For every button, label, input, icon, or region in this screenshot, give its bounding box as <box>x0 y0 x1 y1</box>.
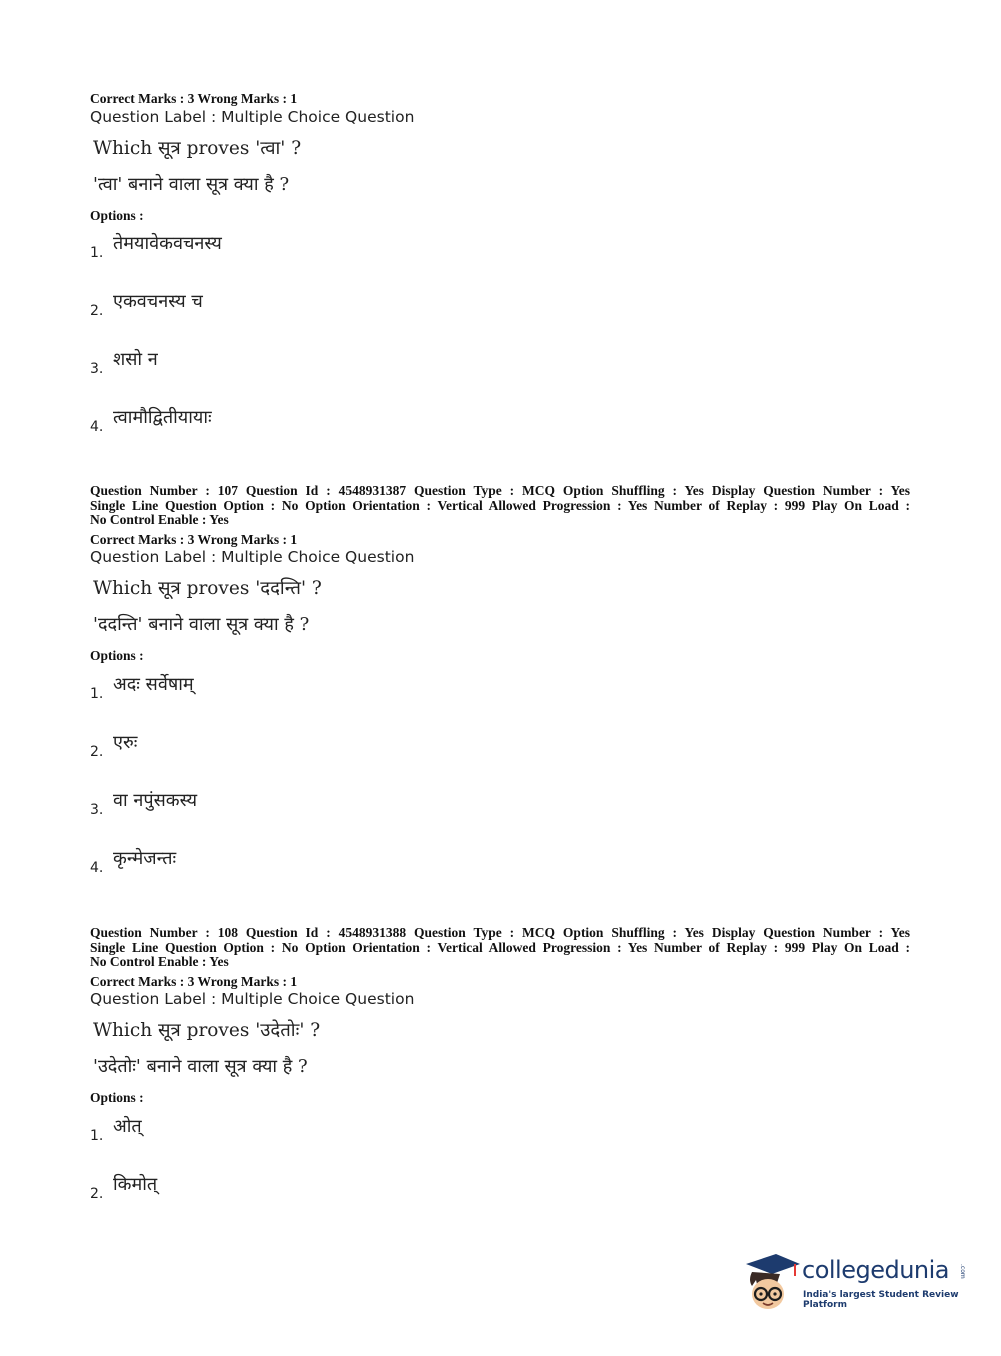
option-number: 2. <box>90 743 104 760</box>
logo-wordmark: collegedunia <box>802 1256 950 1284</box>
option-item[interactable] <box>90 223 414 281</box>
option-number: 1. <box>90 245 104 261</box>
option-number: 1. <box>90 685 104 702</box>
option-text: अदः सर्वेषाम् <box>113 673 194 695</box>
question-text-hindi: 'उदेतोः' बनाने वाला सूत्र क्या है ? <box>93 1056 308 1077</box>
question-meta-line: Single Line Question Option : No Option Orientation : Vertical Allowed Progression : Yes Number of Replay : 999 Play On Load : <box>90 497 910 513</box>
question-meta-line: Question Number : 108 Question Id : 4548931388 Question Type : MCQ Option Shuffling : Yes Display Question Number : Yes <box>90 925 910 940</box>
options-title: Options : <box>90 648 144 663</box>
option-text: शसो न <box>113 349 158 370</box>
mascot-icon <box>742 1250 802 1314</box>
question-block-106 <box>90 92 414 455</box>
option-text: कृन्मेजन्तः <box>113 847 177 869</box>
option-item[interactable] <box>90 722 910 780</box>
options-title: Options : <box>90 207 144 223</box>
option-number: 4. <box>90 859 104 876</box>
question-text-english: Which सूत्र proves 'त्वा' ? <box>93 137 302 159</box>
question-label: Question Label : Multiple Choice Question <box>90 107 415 126</box>
question-meta-line: No Control Enable : Yes <box>90 954 229 969</box>
options-title: Options : <box>90 1090 144 1105</box>
option-number: 2. <box>90 303 104 319</box>
collegedunia-logo[interactable] <box>742 1250 972 1314</box>
question-meta-line: Single Line Question Option : No Option Orientation : Vertical Allowed Progression : Yes Number of Replay : 999 Play On Load : <box>90 939 910 955</box>
option-number: 2. <box>90 1185 104 1202</box>
marks-line: Correct Marks : 3 Wrong Marks : 1 <box>90 531 298 547</box>
option-text: वा नपुंसकस्य <box>113 789 198 811</box>
option-text: त्वामौद्वितीयायाः <box>113 407 212 428</box>
option-text: तेमयावेकवचनस्य <box>113 233 222 254</box>
option-item[interactable] <box>90 780 910 838</box>
option-text: ओत् <box>113 1115 142 1137</box>
question-label: Question Label : Multiple Choice Question <box>90 548 415 566</box>
question-text-english: Which सूत्र proves 'उदेतोः' ? <box>93 1020 321 1041</box>
question-text-english: Which सूत्र proves 'ददन्ति' ? <box>93 578 322 599</box>
question-block-108 <box>90 926 910 1222</box>
option-text: किमोत् <box>113 1173 158 1195</box>
option-item[interactable] <box>90 838 910 896</box>
question-text-hindi: 'त्वा' बनाने वाला सूत्र क्या है ? <box>93 173 290 195</box>
option-number: 3. <box>90 801 104 818</box>
option-text: एरुः <box>113 731 138 753</box>
option-item[interactable] <box>90 339 414 397</box>
question-text-hindi: 'ददन्ति' बनाने वाला सूत्र क्या है ? <box>93 614 310 635</box>
options-list <box>90 664 910 896</box>
option-text: एकवचनस्य च <box>113 291 203 312</box>
marks-line: Correct Marks : 3 Wrong Marks : 1 <box>90 91 298 106</box>
option-item[interactable] <box>90 281 414 339</box>
question-meta-line: No Control Enable : Yes <box>90 512 229 527</box>
option-number: 1. <box>90 1127 104 1144</box>
option-item[interactable] <box>90 1164 910 1222</box>
option-item[interactable] <box>90 664 910 722</box>
option-number: 4. <box>90 419 104 435</box>
logo-domain: .com <box>959 1264 966 1279</box>
question-meta-line: Question Number : 107 Question Id : 4548931387 Question Type : MCQ Option Shuffling : Yes Display Question Number : Yes <box>90 483 910 498</box>
marks-line: Correct Marks : 3 Wrong Marks : 1 <box>90 973 298 989</box>
question-block-107 <box>90 484 910 896</box>
option-item[interactable] <box>90 1106 910 1164</box>
options-list <box>90 223 414 455</box>
option-number: 3. <box>90 361 104 377</box>
logo-tagline: India's largest Student Review Platform <box>803 1290 959 1310</box>
options-list <box>90 1106 910 1222</box>
option-item[interactable] <box>90 397 414 455</box>
question-label: Question Label : Multiple Choice Question <box>90 990 415 1008</box>
